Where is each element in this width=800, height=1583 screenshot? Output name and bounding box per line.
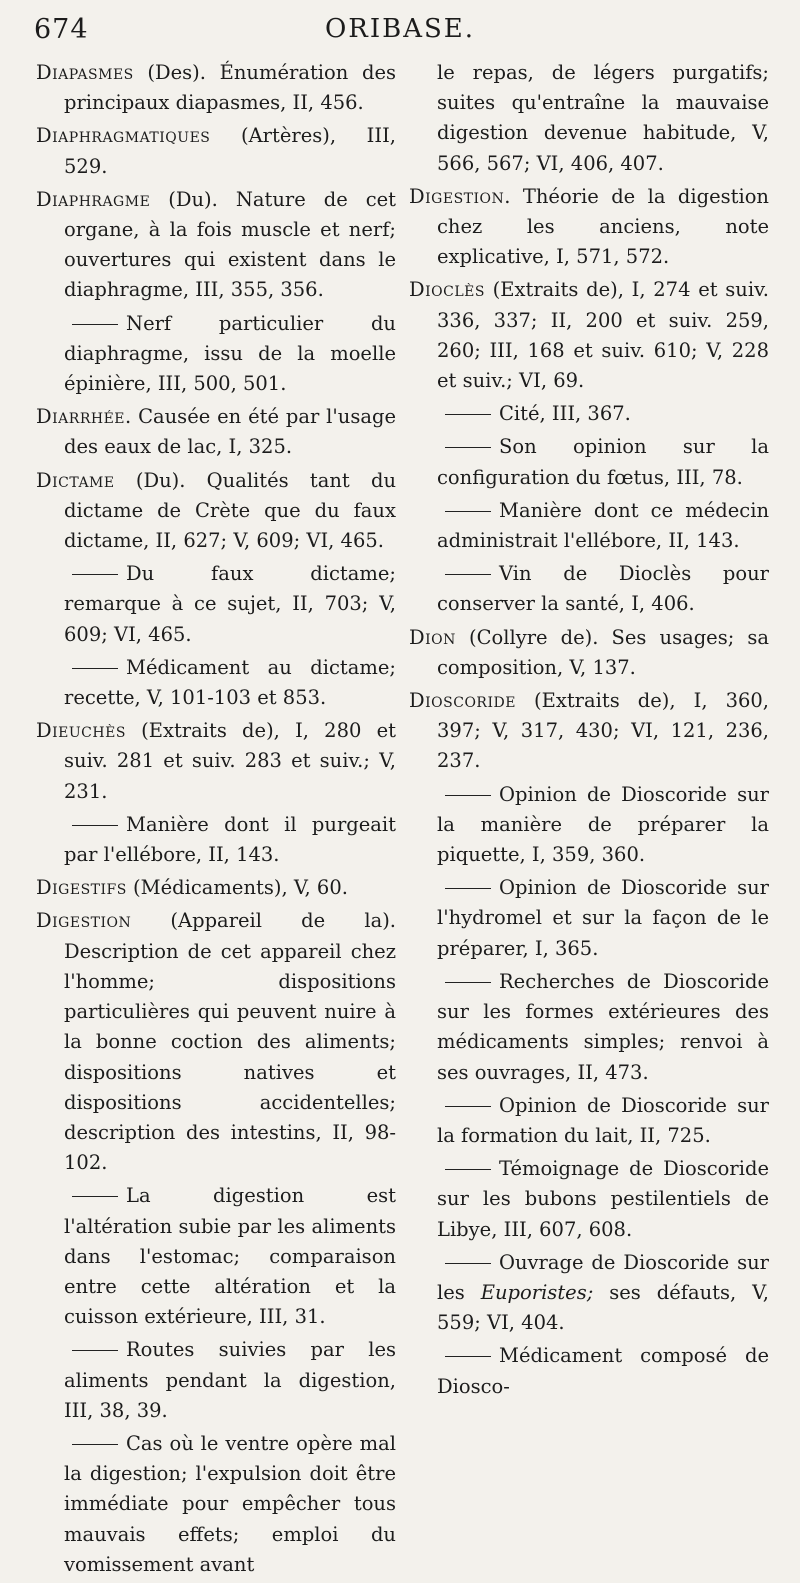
- left-column: [36, 58, 396, 1583]
- entry-text: (Du). Nature de cet organe, à la fois muscle et nerf; ouvertures qui existent dans le diaphragme, III, 355, 356.: [64, 187, 396, 302]
- index-entry: [409, 623, 769, 683]
- index-subentry: [409, 496, 769, 556]
- index-subentry: [36, 1335, 396, 1426]
- index-entry: [36, 873, 396, 903]
- entry-text: Médicament composé de Diosco-: [437, 1344, 769, 1398]
- index-subentry: [409, 967, 769, 1088]
- entry-text: (Du). Qualités tant du dictame de Crète que du faux dictame, II, 627; V, 609; VI, 465.: [64, 468, 396, 553]
- index-entry: [36, 58, 396, 118]
- index-subentry: [36, 559, 396, 650]
- entry-text: Du faux dictame; remarque à ce sujet, II, 703; V, 609; VI, 465.: [64, 562, 396, 646]
- entry-text: Manière dont il purgeait par l'ellébore, II, 143.: [64, 812, 396, 867]
- index-subentry: [409, 1248, 769, 1339]
- entry-text: (Extraits de), I, 280 et suiv. 281 et suiv. 283 et suiv.; V, 231.: [64, 719, 396, 803]
- index-subentry: [409, 399, 769, 429]
- entry-heading: Dictame: [36, 468, 115, 492]
- entry-text: (Collyre de). Ses usages; sa composition, V, 137.: [437, 625, 769, 679]
- entry-text: Son opinion sur la configuration du fœtus, III, 78.: [437, 435, 769, 489]
- entry-text: La digestion est l'altération subie par les aliments dans l'estomac; comparaison entre cette altération et la cuisson extérieure, III, 31.: [64, 1184, 396, 1329]
- entry-text: Cas où le ventre opère mal la digestion; l'expulsion doit être immédiate pour empêcher tous mauvais effets; emploi du vomissement avant: [64, 1431, 396, 1576]
- index-subentry: [409, 432, 769, 492]
- index-subentry: [409, 1341, 769, 1401]
- entry-text: Routes suivies par les aliments pendant la digestion, III, 38, 39.: [64, 1338, 396, 1422]
- entry-text: (Extraits de), I, 360, 397; V, 317, 430; VI, 121, 236, 237.: [437, 689, 769, 773]
- entry-heading: Dioscoride: [409, 689, 516, 713]
- entry-heading: Digestifs: [36, 876, 127, 900]
- index-subentry: [36, 1181, 396, 1332]
- entry-text: Témoignage de Dioscoride sur les bubons pestilentiels de Libye, III, 607, 608.: [437, 1157, 769, 1241]
- entry-text: Médicament au dictame; recette, V, 101-103 et 853.: [64, 655, 396, 710]
- entry-text: (Appareil de la). Description de cet appareil chez l'homme; dispositions particulières qui peuvent nuire à la bonne coction des aliments; dispositions natives et dispositions accidentelles; description des intestins, II, 98-102.: [64, 909, 396, 1175]
- entry-text: . Causée en été par l'usage des eaux de lac, I, 325.: [64, 405, 396, 459]
- entry-text: Ouvrage de Dioscoride sur les: [437, 1250, 769, 1304]
- entry-heading: Dieuchès: [36, 719, 126, 743]
- running-title: ORIBASE.: [324, 14, 476, 44]
- page-number: 674: [34, 14, 89, 45]
- index-subentry: [409, 780, 769, 871]
- entry-text: Cité, III, 367.: [499, 402, 631, 426]
- entry-heading: Diaphragmatiques: [36, 124, 211, 148]
- index-entry: [409, 275, 769, 396]
- entry-text: (Artères), III, 529.: [64, 124, 396, 178]
- entry-text: (Extraits de), I, 274 et suiv. 336, 337; II, 200 et suiv. 259, 260; III, 168 et suiv. 610; V, 228 et suiv.; VI, 69.: [437, 278, 769, 393]
- entry-text: Nerf particulier du diaphragme, issu de la moelle épinière, III, 500, 501.: [64, 311, 396, 396]
- entry-text: (Médicaments), V, 60.: [126, 876, 348, 900]
- entry-italic-title: Euporistes;: [480, 1280, 594, 1304]
- index-subentry: [409, 1154, 769, 1245]
- entry-text: le repas, de légers purgatifs; suites qu'entraîne la mauvaise digestion devenue habitude, V, 566, 567; VI, 406, 407.: [437, 61, 769, 175]
- index-subentry: [409, 873, 769, 964]
- entry-text: Vin de Dioclès pour conserver la santé, I, 406.: [437, 562, 769, 616]
- index-entry: [36, 121, 396, 181]
- entry-heading: Digestion: [409, 184, 505, 208]
- entry-heading: Diapasmes: [36, 61, 134, 84]
- index-subentry: [36, 653, 396, 713]
- index-subentry: [409, 559, 769, 619]
- entry-text: Opinion de Dioscoride sur l'hydromel et sur la façon de le préparer, I, 365.: [437, 876, 769, 960]
- index-subentry: [36, 309, 396, 400]
- entry-text: Manière dont ce médecin administrait l'ellébore, II, 143.: [437, 498, 769, 553]
- index-entry: [36, 906, 396, 1178]
- entry-text: Recherches de Dioscoride sur les formes extérieures des médicaments simples; renvoi à ses ouvrages, II, 473.: [437, 969, 769, 1084]
- entry-text: (Des). Énumération des principaux diapasmes, II, 456.: [64, 61, 396, 115]
- index-subentry: [36, 810, 396, 870]
- entry-heading: Dion: [409, 625, 456, 649]
- index-entry: [36, 402, 396, 462]
- entry-heading: Diarrhée: [36, 405, 126, 429]
- entry-heading: Diaphragme: [36, 187, 151, 211]
- entry-text: ses défauts, V, 559; VI, 404.: [437, 1280, 769, 1335]
- entry-heading: Dioclès: [409, 278, 485, 302]
- index-entry: [409, 58, 769, 179]
- index-subentry: [36, 1429, 396, 1580]
- entry-text: . Théorie de la digestion chez les anciens, note explicative, I, 571, 572.: [437, 184, 769, 269]
- index-entry: [36, 466, 396, 557]
- entry-text: Opinion de Dioscoride sur la formation du lait, II, 725.: [437, 1093, 769, 1147]
- entry-heading: Digestion: [36, 909, 132, 933]
- index-entry: [36, 716, 396, 807]
- index-entry: [36, 185, 396, 306]
- index-entry: [409, 686, 769, 777]
- index-entry: [409, 182, 769, 273]
- entry-text: Opinion de Dioscoride sur la manière de préparer la piquette, I, 359, 360.: [437, 782, 769, 867]
- right-column: [409, 58, 769, 1405]
- index-subentry: [409, 1091, 769, 1151]
